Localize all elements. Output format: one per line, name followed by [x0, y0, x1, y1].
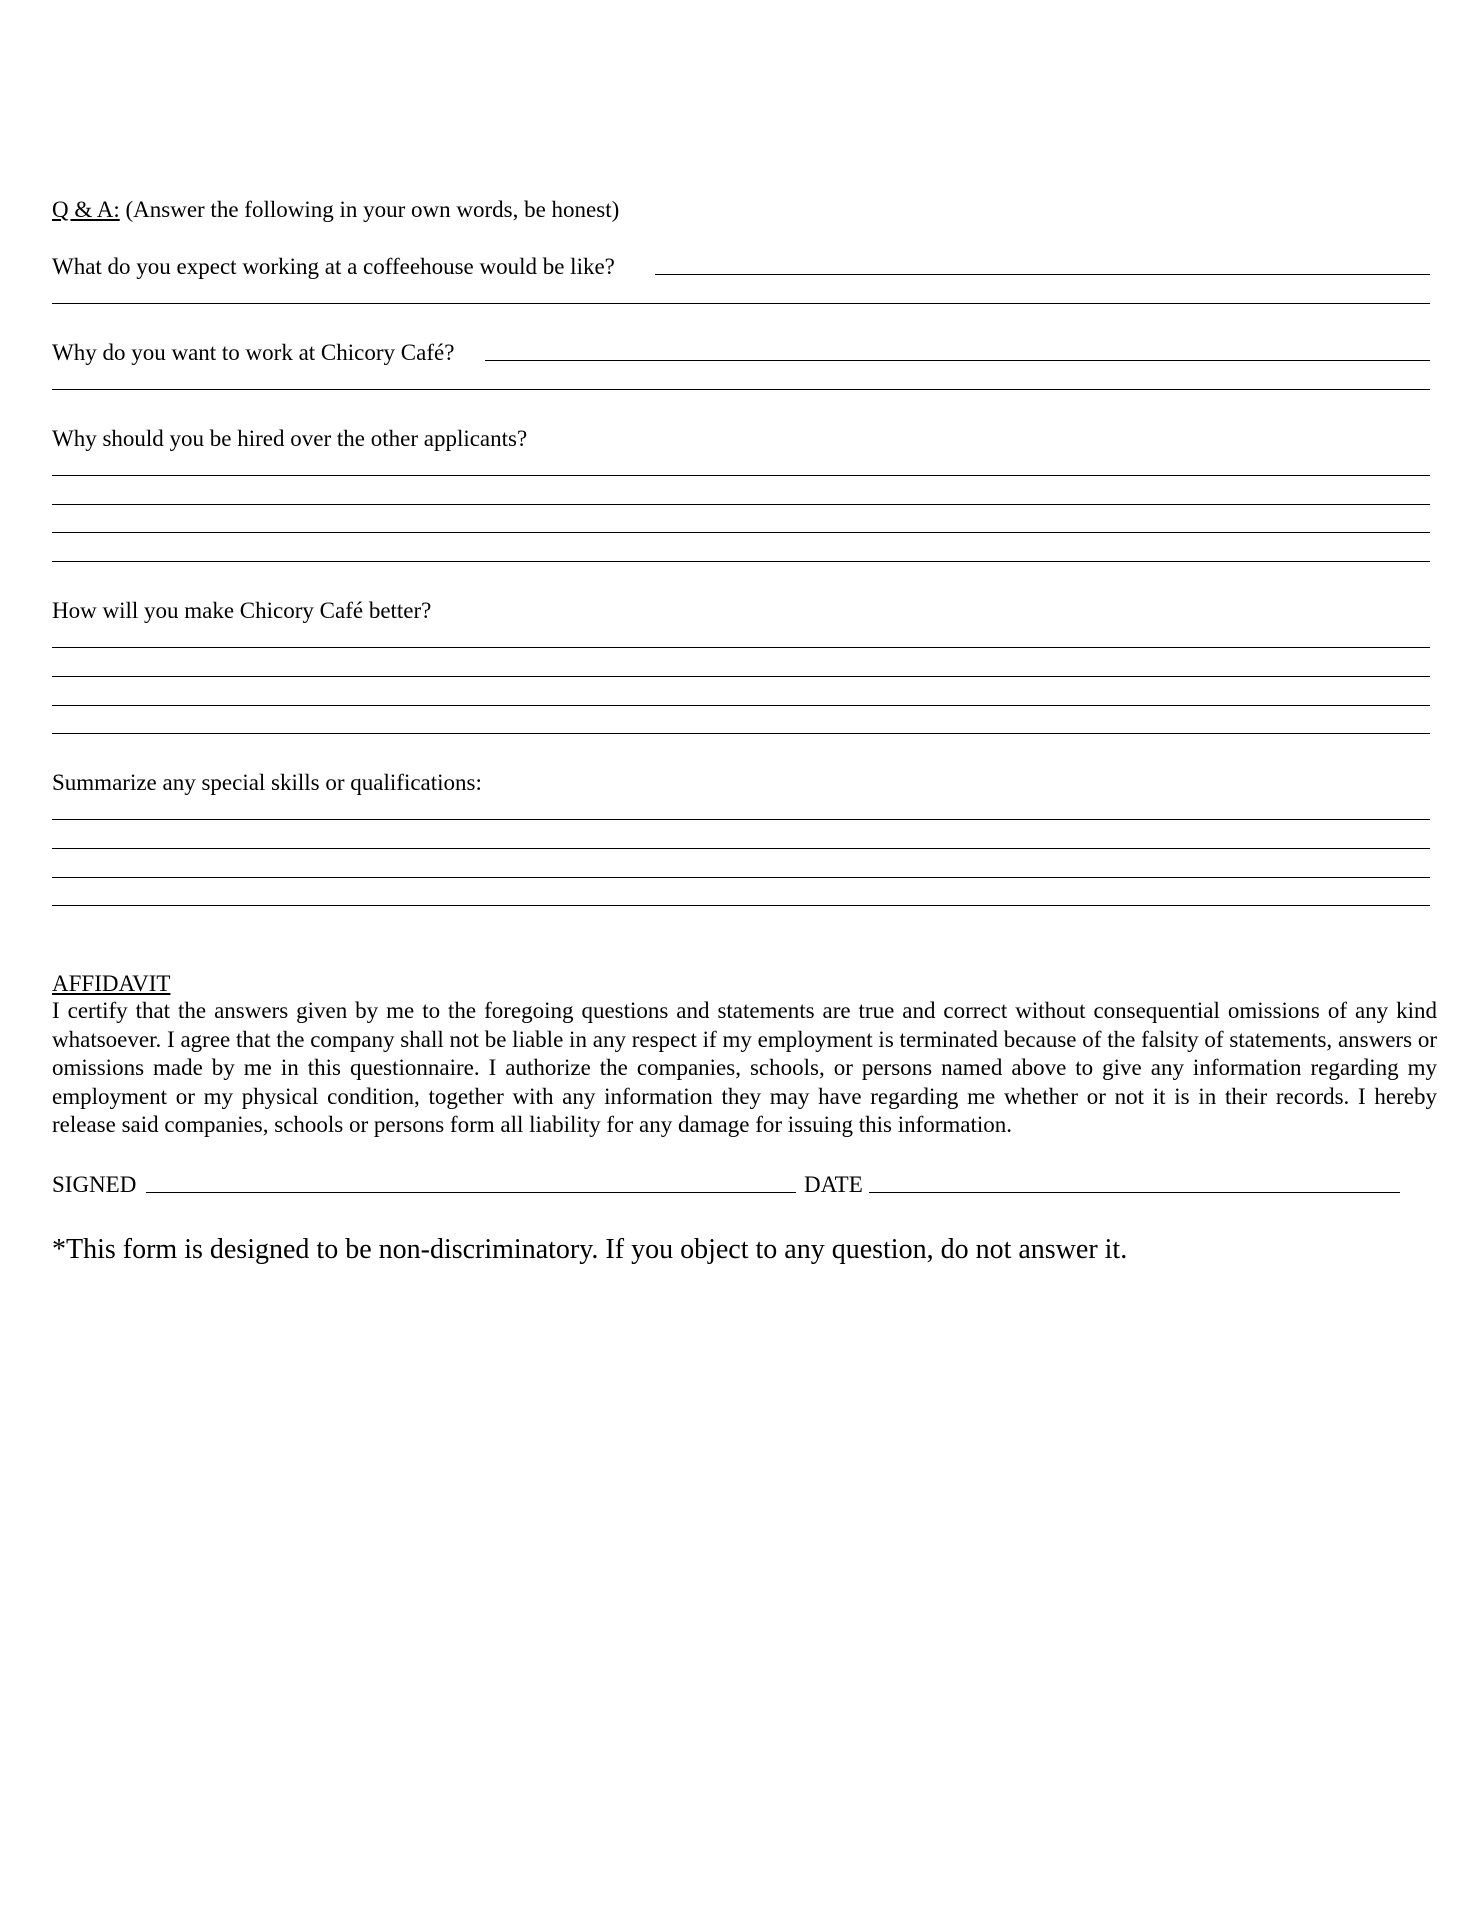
- question-1-label: What do you expect working at a coffeehouse would be like?: [52, 254, 615, 279]
- signature-line[interactable]: [146, 1192, 796, 1193]
- qa-instruction: (Answer the following in your own words, be honest): [119, 197, 620, 222]
- answer-3-line-4[interactable]: [52, 561, 1430, 562]
- answer-4-line-4[interactable]: [52, 733, 1430, 734]
- non-discrimination-notice: *This form is designed to be non-discriminatory. If you object to any question, do not answer it.: [52, 1234, 1128, 1265]
- affidavit-heading: AFFIDAVIT: [52, 971, 171, 996]
- answer-5-line-2[interactable]: [52, 848, 1430, 849]
- answer-4-line-3[interactable]: [52, 705, 1430, 706]
- answer-5-line-1[interactable]: [52, 819, 1430, 820]
- question-5-label: Summarize any special skills or qualifications:: [52, 770, 482, 795]
- question-3-label: Why should you be hired over the other applicants?: [52, 426, 528, 451]
- answer-3-line-1[interactable]: [52, 475, 1430, 476]
- date-line[interactable]: [869, 1192, 1400, 1193]
- answer-4-line-2[interactable]: [52, 676, 1430, 677]
- answer-5-line-3[interactable]: [52, 877, 1430, 878]
- answer-1-line-2[interactable]: [52, 303, 1430, 304]
- answer-3-line-3[interactable]: [52, 532, 1430, 533]
- answer-2-line-2[interactable]: [52, 389, 1430, 390]
- date-label: DATE: [804, 1172, 863, 1197]
- answer-1-line-1[interactable]: [655, 274, 1430, 275]
- affidavit-body: I certify that the answers given by me to the foregoing questions and statements are true and correct without consequential omissions of any kind whatsoever. I agree that the company shall not be liable in any respect if my employment is terminated because of the falsity of statements, answers or omissions made by me in this questionnaire. I authorize the companies, schools, or persons named above to give any information regarding my employment or my physical condition, together with any information they may have regarding me whether or not it is in their records. I hereby release said companies, schools or persons form all liability for any damage for issuing this information.: [52, 998, 1437, 1137]
- answer-5-line-4[interactable]: [52, 905, 1430, 906]
- answer-2-line-1[interactable]: [485, 360, 1430, 361]
- qa-label: Q & A:: [52, 197, 120, 222]
- question-4-label: How will you make Chicory Café better?: [52, 598, 432, 623]
- qa-header: [52, 196, 619, 224]
- question-2-label: Why do you want to work at Chicory Café?: [52, 340, 455, 365]
- answer-4-line-1[interactable]: [52, 647, 1430, 648]
- signed-label: SIGNED: [52, 1172, 137, 1197]
- answer-3-line-2[interactable]: [52, 504, 1430, 505]
